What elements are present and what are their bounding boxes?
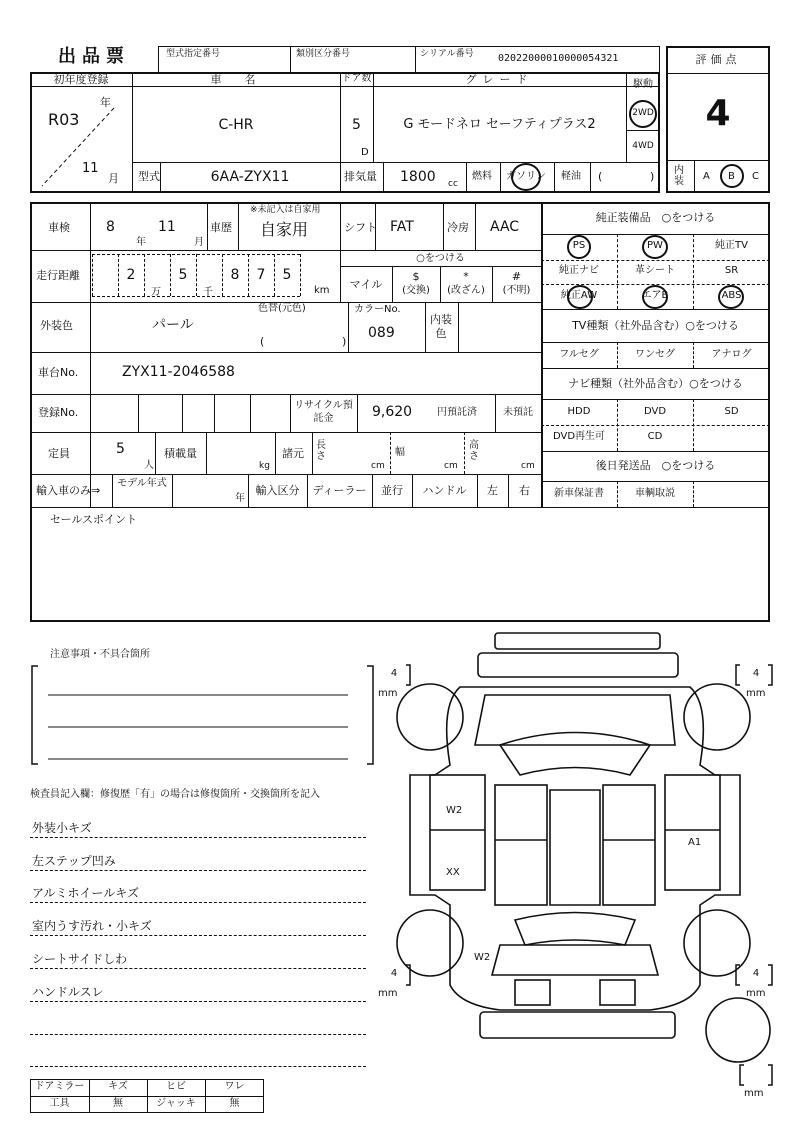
divider (383, 162, 384, 193)
note-line: シートサイドしわ (32, 952, 128, 966)
divider (155, 432, 156, 474)
divider (694, 160, 695, 193)
load-label: 積載量 (164, 447, 197, 460)
mileage-unit: km (314, 285, 330, 296)
navi-hdd: HDD (567, 406, 591, 417)
equipment-abs-circle (718, 285, 744, 309)
chassis-value: ZYX11-2046588 (122, 364, 235, 380)
shift-value: FAT (390, 219, 414, 235)
equipment-airbag: エアB (641, 290, 669, 301)
car-name-value: C-HR (218, 117, 254, 133)
score-label: 評価点 (695, 53, 741, 66)
fuel-gasoline-circle (511, 163, 541, 191)
mileage-digit: 2 (126, 267, 136, 283)
drive-2wd: 2WD (632, 108, 654, 118)
drive-2wd-circle (629, 100, 657, 128)
fuel-gasoline: ガソリン (506, 171, 546, 182)
divider (206, 432, 207, 474)
divider (182, 394, 183, 432)
divider (348, 302, 349, 352)
drive-label: 駆動 (633, 79, 653, 90)
divider (554, 162, 555, 193)
doors-label: ドア数 (341, 73, 372, 84)
interior-c: C (752, 171, 759, 182)
model-year-unit: 年 (235, 493, 245, 504)
interior-a: A (703, 171, 710, 182)
page-title: 出品票 (58, 46, 130, 67)
divider (541, 481, 770, 482)
divider (290, 46, 291, 73)
ac-value: AAC (490, 219, 520, 235)
note-line: 外装小キズ (32, 821, 92, 835)
equipment-ps: PS (572, 240, 586, 251)
first-reg-slash (38, 104, 118, 190)
history-value: 自家用 (260, 220, 309, 239)
mileage-digit: 5 (282, 267, 292, 283)
divider (357, 394, 358, 432)
divider (373, 72, 374, 162)
mileage-digit: 7 (256, 267, 266, 283)
model-year-label: モデル年式 (117, 478, 167, 489)
tv-oneseg: ワンセグ (635, 349, 675, 360)
history-note: ※未記入は自家用 (250, 205, 321, 215)
equipment-title: 純正装備品 ○をつける (595, 211, 716, 224)
divider (112, 474, 113, 507)
height-unit: cm (521, 461, 535, 471)
first-reg-year: R03 (48, 110, 80, 129)
divider (464, 432, 465, 474)
bottom-value: 工具 (49, 1098, 70, 1109)
damage-mark-w2-front: W2 (446, 805, 463, 816)
sales-points-label: セールスポイント (50, 513, 138, 526)
handle-right: 右 (519, 484, 530, 497)
note-line: ハンドルスレ (32, 985, 104, 999)
color-no-label: カラーNo. (354, 304, 401, 315)
year-unit: 年 (100, 96, 111, 109)
fuel-other-close: ) (650, 170, 655, 183)
dims-label: 諸元 (282, 447, 304, 460)
divider (30, 968, 366, 969)
inspection-year-unit: 年 (136, 237, 146, 248)
divider (541, 309, 770, 310)
caution-label: 注意事項・不具合箇所 (50, 649, 150, 660)
equipment-navi: 純正ナビ (559, 265, 599, 276)
fuel-other-open: ( (598, 170, 603, 183)
divider (312, 432, 313, 474)
divider (443, 202, 444, 250)
navi-title: ナビ種類（社外品含む）○をつける (568, 377, 743, 390)
divider (30, 902, 366, 903)
month-unit: 月 (108, 172, 119, 185)
divider (590, 162, 591, 193)
divider (390, 432, 391, 474)
divider (541, 368, 770, 369)
recycle-label: リサイクル預託金 (294, 400, 353, 424)
mileage-man-unit: 万 (151, 287, 161, 298)
tread-unit-spare: mm (744, 1088, 764, 1099)
equipment-sr: SR (724, 265, 739, 276)
tv-fullseg: フルセグ (559, 349, 599, 360)
divider (30, 394, 541, 395)
bottom-header: キズ (108, 1081, 128, 1092)
divider (30, 1001, 366, 1002)
equipment-leather: 革シート (635, 265, 675, 276)
divider (541, 260, 770, 261)
grade-label: グレード (465, 73, 534, 86)
note-line: 左ステップ凹み (32, 854, 116, 868)
tread-value-rr: 4 (752, 968, 760, 979)
divider (30, 1034, 366, 1035)
note-line: アルミホイールキズ (32, 886, 140, 900)
tv-analog: アナログ (711, 349, 752, 360)
tread-unit-fl: mm (378, 688, 398, 699)
interior-label: 内装 (674, 165, 684, 187)
mileage-label: 走行距離 (36, 269, 80, 282)
displacement-unit: cc (448, 179, 458, 189)
tread-unit-fr: mm (746, 688, 766, 699)
length-label: 長さ (316, 440, 326, 462)
type-number-label: 型式指定番号 (166, 49, 221, 59)
bottom-header: ドアミラー (34, 1081, 85, 1092)
fuel-label: 燃料 (472, 171, 492, 182)
mileage-unknown-sym: # (511, 270, 522, 283)
divider (30, 837, 366, 838)
first-reg-month: 11 (82, 161, 99, 176)
equipment-aw: 純正AW (560, 290, 598, 301)
mileage-mile: マイル (349, 278, 383, 291)
grade-value: G モードネロ セーフティプラス2 (403, 117, 596, 132)
divider (214, 394, 215, 432)
tread-value-fr: 4 (752, 668, 760, 679)
divider (132, 162, 660, 163)
category-label: 類別区分番号 (296, 49, 351, 59)
divider (626, 130, 660, 131)
equipment-airbag-circle (642, 285, 668, 309)
divider (425, 302, 426, 352)
capacity-value: 5 (116, 441, 125, 457)
exterior-color-label: 外装色 (40, 319, 73, 332)
displacement-label: 排気量 (344, 170, 377, 183)
divider (541, 451, 770, 452)
divider (666, 160, 770, 161)
serial-number: 02022000010000054321 (498, 53, 619, 64)
divider (30, 250, 541, 251)
tread-unit-rl: mm (378, 988, 398, 999)
import-type-label: 輸入区分 (255, 484, 300, 497)
equipment-aw-circle (567, 285, 593, 309)
tread-value-rl: 4 (390, 968, 398, 979)
inspection-label: 車検 (48, 221, 70, 234)
width-label: 幅 (395, 447, 405, 458)
recycle-value: 9,620 (372, 404, 413, 420)
exterior-color-value: パール (152, 317, 194, 333)
later-manual: 車輌取説 (635, 488, 675, 499)
load-unit: kg (259, 461, 270, 471)
divider (275, 432, 276, 474)
mileage-exchange-sym: $ (412, 270, 420, 283)
navi-sd: SD (724, 406, 739, 417)
mileage-altered: (改ざん) (447, 285, 485, 296)
equipment-abs: ABS (721, 290, 742, 301)
divider (541, 399, 770, 400)
repaint-close: ) (342, 335, 347, 348)
model-value: 6AA-ZYX11 (210, 169, 290, 185)
doors-value: 5 (352, 117, 361, 133)
equipment-pw: PW (647, 240, 663, 251)
model-label: 型式 (138, 170, 160, 183)
mileage-unknown: (不明) (502, 285, 531, 296)
tv-title: TV種類（社外品含む）○をつける (572, 319, 739, 332)
car-diagram (380, 625, 780, 1095)
divider (541, 342, 770, 343)
divider (30, 474, 541, 475)
divider (250, 394, 251, 432)
divider (238, 202, 239, 250)
divider (340, 72, 341, 193)
import-handle: ハンドル (422, 484, 467, 497)
inspection-month: 11 (158, 219, 176, 235)
caution-box (30, 660, 375, 770)
shift-label: シフト (344, 221, 377, 234)
chassis-label: 車台No. (38, 366, 79, 379)
import-parallel: 並行 (381, 484, 403, 497)
bottom-value: ジャッキ (156, 1098, 196, 1109)
mileage-sen-unit: 千 (203, 287, 213, 298)
equipment-pw-circle (642, 235, 668, 259)
color-no-value: 089 (368, 325, 395, 341)
navi-dvd-play: DVD再生可 (552, 431, 606, 442)
divider (541, 425, 770, 426)
later-warranty: 新車保証書 (554, 488, 604, 499)
first-reg-label: 初年度登録 (53, 73, 109, 86)
divider (207, 202, 208, 250)
divider (466, 162, 467, 193)
displacement-value: 1800 (400, 169, 436, 185)
divider (30, 352, 541, 353)
damage-mark-a1: A1 (688, 837, 702, 848)
mileage-exchange: (交換) (402, 285, 430, 296)
navi-cd: CD (647, 431, 663, 442)
inspection-month-unit: 月 (194, 237, 204, 248)
handle-left: 左 (487, 484, 498, 497)
capacity-unit: 人 (144, 460, 154, 471)
divider (415, 46, 416, 73)
drive-4wd: 4WD (632, 141, 654, 151)
history-label: 車歴 (210, 221, 232, 234)
reg-no-label: 登録No. (38, 406, 79, 419)
damage-mark-xx: XX (446, 867, 460, 878)
later-title: 後日発送品 ○をつける (595, 459, 716, 472)
width-unit: cm (444, 461, 458, 471)
bottom-header: ヒビ (166, 1081, 186, 1092)
divider (30, 1066, 366, 1067)
recycle-paid: 円預託済 (437, 407, 477, 418)
interior-b-circle (720, 164, 744, 188)
tread-value-fl: 4 (390, 668, 398, 679)
serial-label: シリアル番号 (420, 49, 474, 59)
import-label: 輸入車のみ⇒ (36, 484, 101, 497)
bottom-header: ワレ (224, 1081, 245, 1092)
divider (458, 302, 459, 352)
bottom-value: 無 (113, 1098, 123, 1109)
divider (30, 507, 770, 508)
doors-suffix: D (361, 147, 369, 158)
mileage-circle-note: ○をつける (416, 253, 465, 264)
ac-label: 冷房 (447, 221, 469, 234)
equipment-ps-circle (567, 235, 591, 259)
capacity-label: 定員 (48, 447, 70, 460)
interior-color-label: 内装色 (430, 313, 452, 340)
interior-b: B (728, 171, 735, 182)
divider (500, 162, 501, 193)
mileage-altered-sym: * (463, 270, 469, 283)
inspection-year: 8 (106, 219, 115, 235)
divider (340, 202, 341, 250)
repaint-label: 色替(元色) (258, 303, 306, 314)
inspector-label: 検査員記入欄：修復歴「有」の場合は修復箇所・交換箇所を記入 (30, 789, 320, 800)
divider (666, 73, 770, 74)
fuel-diesel: 軽油 (561, 171, 581, 182)
equipment-tv: 純正TV (715, 240, 748, 251)
divider (132, 72, 133, 193)
repaint-open: ( (260, 335, 265, 348)
divider (138, 394, 139, 432)
divider (693, 481, 694, 507)
score-value: 4 (705, 93, 731, 134)
divider (30, 870, 366, 871)
recycle-unpaid: 未預託 (503, 407, 533, 418)
divider (172, 474, 173, 507)
divider (30, 935, 366, 936)
bottom-value: 無 (229, 1098, 240, 1109)
divider (90, 202, 91, 507)
navi-dvd: DVD (643, 406, 667, 417)
length-unit: cm (371, 461, 385, 471)
mileage-digit: 5 (178, 267, 188, 283)
height-label: 高さ (469, 440, 479, 462)
divider (475, 202, 476, 250)
damage-mark-w2-rear: W2 (474, 952, 491, 963)
car-name-label: 車 名 (210, 73, 262, 86)
note-line: 室内うす汚れ・小キズ (32, 919, 152, 933)
tread-unit-rr: mm (746, 988, 766, 999)
divider (30, 86, 660, 87)
mileage-digit: 8 (230, 267, 240, 283)
import-dealer: ディーラー (312, 484, 367, 497)
